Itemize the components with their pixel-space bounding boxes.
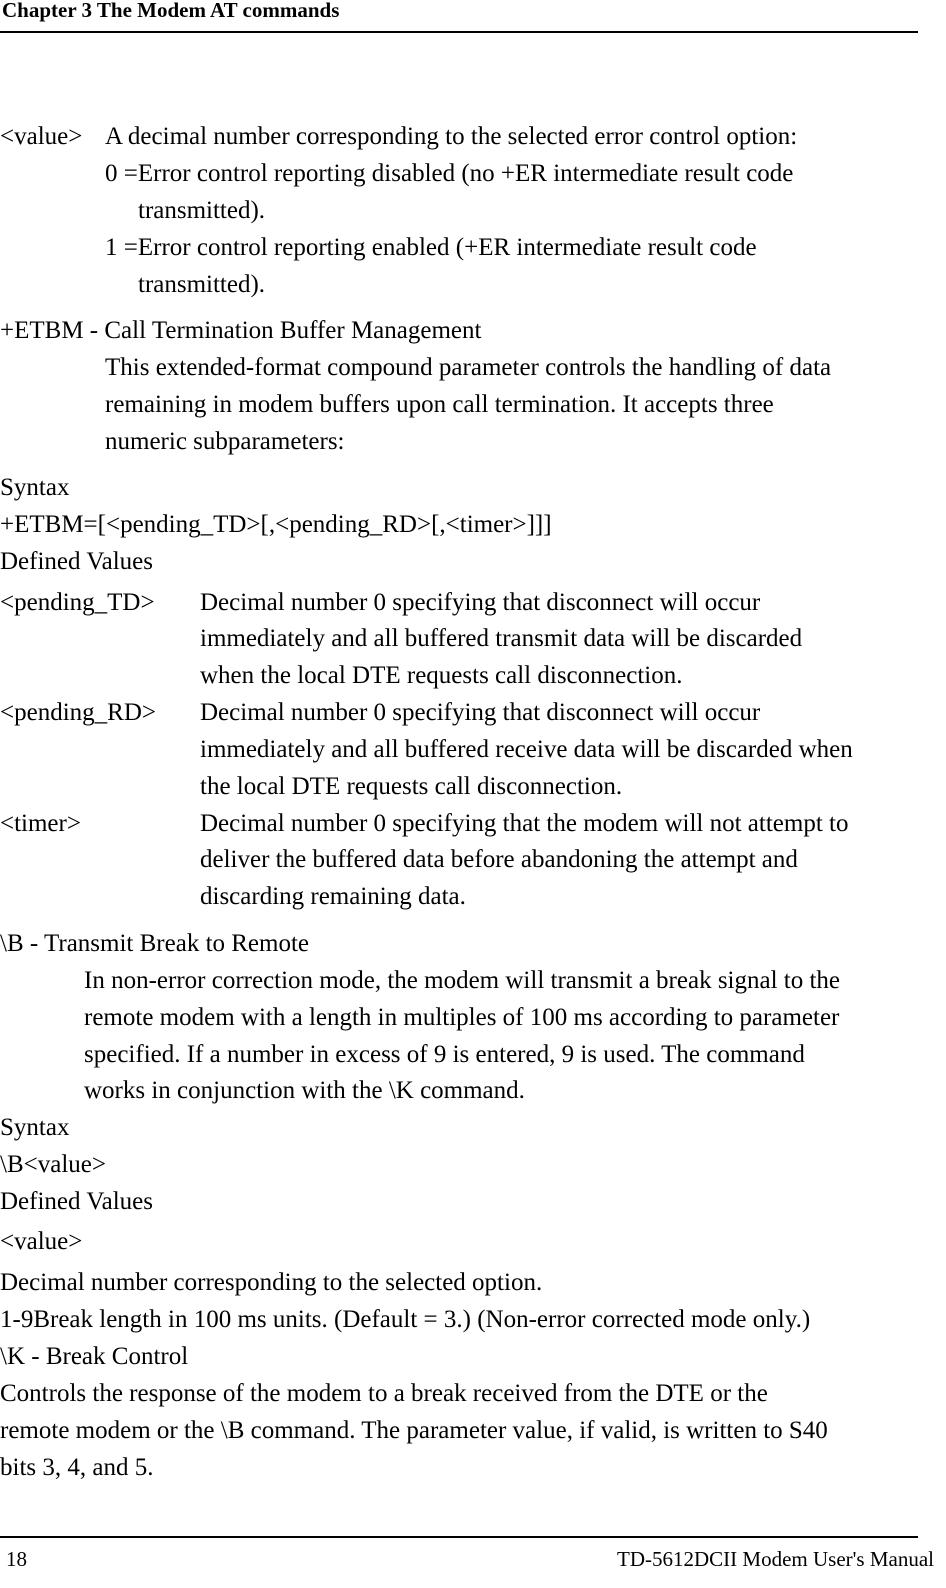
b-command-description-line: In non-error correction mode, the modem will transmit a break signal to the <box>84 967 841 994</box>
er-option-1-cont: transmitted). <box>138 271 266 298</box>
etbm-description-line: numeric subparameters: <box>105 428 345 455</box>
etbm-param-description-line: immediately and all buffered transmit data will be discarded <box>200 625 803 652</box>
manual-title: TD-5612DCII Modem User's Manual <box>617 1547 934 1571</box>
etbm-param-description-line: Decimal number 0 specifying that disconnect will occur <box>200 589 761 616</box>
er-value-intro: A decimal number corresponding to the selected error control option: <box>105 123 798 150</box>
etbm-param-pending-rd: <pending_RD> <box>0 699 156 726</box>
b-command-range: 1-9Break length in 100 ms units. (Default = 3.) (Non-error corrected mode only.) <box>0 1306 811 1333</box>
etbm-syntax-label: Syntax <box>0 474 70 501</box>
etbm-description-line: remaining in modem buffers upon call termination. It accepts three <box>105 391 774 418</box>
er-value-label: <value> <box>0 123 83 150</box>
etbm-param-description-line: the local DTE requests call disconnection. <box>200 773 623 800</box>
etbm-param-description-line: deliver the buffered data before abandoning the attempt and <box>200 846 798 873</box>
etbm-param-description-line: immediately and all buffered receive data will be discarded when <box>200 736 853 763</box>
b-command-description-line: specified. If a number in excess of 9 is entered, 9 is used. The command <box>84 1041 805 1068</box>
etbm-param-description-line: when the local DTE requests call disconnection. <box>200 662 683 689</box>
etbm-defined-values-label: Defined Values <box>0 548 153 575</box>
er-option-1: 1 =Error control reporting enabled (+ER intermediate result code <box>105 234 757 261</box>
k-command-description-line: bits 3, 4, and 5. <box>0 1454 154 1481</box>
page-number: 18 <box>6 1547 27 1571</box>
er-option-0: 0 =Error control reporting disabled (no +ER intermediate result code <box>105 160 794 187</box>
etbm-description-line: This extended-format compound parameter controls the handling of data <box>105 354 832 381</box>
k-command-heading: \K - Break Control <box>0 1343 189 1370</box>
etbm-param-pending-td: <pending_TD> <box>0 589 155 616</box>
b-command-heading: \B - Transmit Break to Remote <box>0 930 310 957</box>
etbm-param-description-line: Decimal number 0 specifying that disconnect will occur <box>200 699 761 726</box>
b-command-description-line: remote modem with a length in multiples of 100 ms according to parameter <box>84 1004 840 1031</box>
b-command-description-line: works in conjunction with the \K command. <box>84 1077 525 1104</box>
etbm-param-timer: <timer> <box>0 810 81 837</box>
etbm-param-description-line: Decimal number 0 specifying that the modem will not attempt to <box>200 810 849 837</box>
k-command-description-line: Controls the response of the modem to a break received from the DTE or the <box>0 1380 768 1407</box>
footer-rule <box>0 1536 918 1538</box>
b-command-syntax: \B<value> <box>0 1151 106 1178</box>
b-command-value-description: Decimal number corresponding to the selected option. <box>0 1269 543 1296</box>
er-option-0-cont: transmitted). <box>138 197 266 224</box>
etbm-heading: +ETBM - Call Termination Buffer Management <box>0 317 482 344</box>
b-command-defined-values-label: Defined Values <box>0 1188 153 1215</box>
etbm-param-description-line: discarding remaining data. <box>200 883 466 910</box>
header-rule <box>0 31 918 33</box>
etbm-syntax: +ETBM=[<pending_TD>[,<pending_RD>[,<timer>]]] <box>0 511 552 538</box>
k-command-description-line: remote modem or the \B command. The parameter value, if valid, is written to S40 <box>0 1417 828 1444</box>
b-command-value-label: <value> <box>0 1228 83 1255</box>
b-command-syntax-label: Syntax <box>0 1114 70 1141</box>
page-header-title: Chapter 3 The Modem AT commands <box>2 0 340 22</box>
